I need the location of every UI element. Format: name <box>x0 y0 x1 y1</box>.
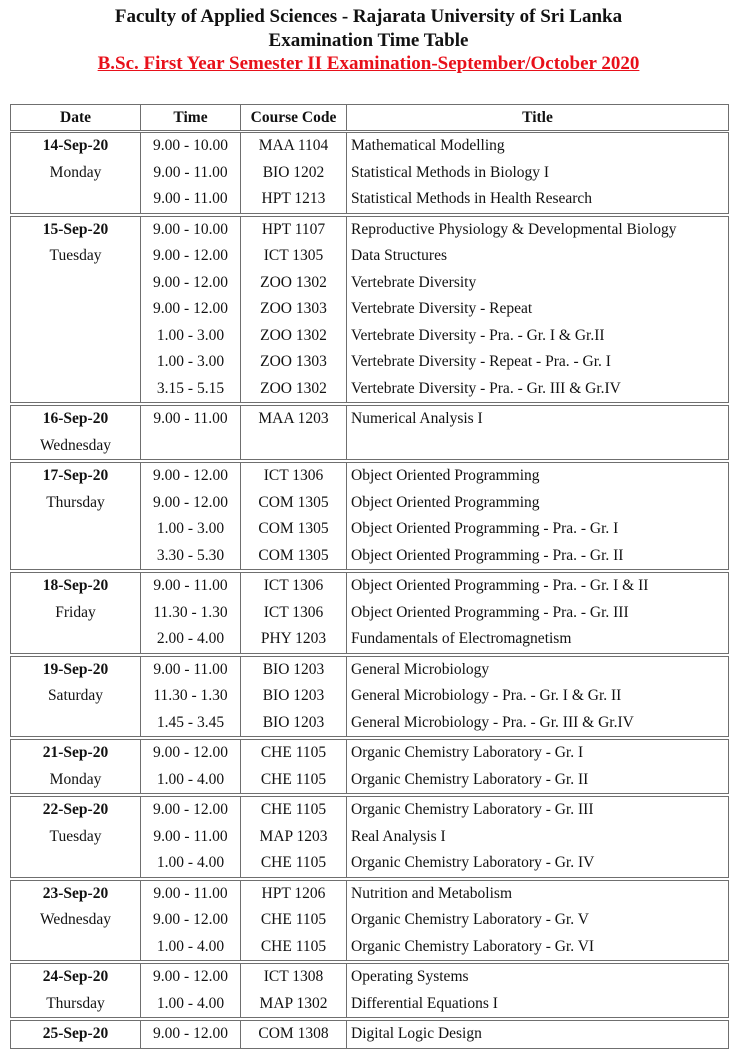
course-code: MAP 1302 <box>241 991 347 1020</box>
table-row <box>11 571 729 600</box>
exam-time: 9.00 - 11.00 <box>141 186 241 215</box>
course-title: Nutrition and Metabolism <box>347 879 729 908</box>
course-title: Vertebrate Diversity - Pra. - Gr. I & Gr.II <box>347 323 729 350</box>
date-cell-empty <box>11 349 141 376</box>
course-code: CHE 1105 <box>241 850 347 879</box>
column-header-time: Time <box>141 105 241 132</box>
course-code: ICT 1308 <box>241 962 347 991</box>
exam-time: 1.00 - 4.00 <box>141 934 241 963</box>
table-row <box>11 296 729 323</box>
exam-date: 14-Sep-20 <box>11 132 141 160</box>
course-title: Differential Equations I <box>347 991 729 1020</box>
table-row <box>11 490 729 517</box>
exam-time: 9.00 - 11.00 <box>141 160 241 187</box>
exam-weekday: Saturday <box>11 683 141 710</box>
course-title: Organic Chemistry Laboratory - Gr. VI <box>347 934 729 963</box>
course-code: CHE 1105 <box>241 795 347 824</box>
course-title <box>347 433 729 462</box>
header-row <box>11 105 729 132</box>
exam-weekday: Monday <box>11 767 141 796</box>
course-title: Digital Logic Design <box>347 1019 729 1048</box>
table-row <box>11 433 729 462</box>
exam-time: 1.00 - 3.00 <box>141 323 241 350</box>
course-title: General Microbiology <box>347 655 729 684</box>
course-title: Organic Chemistry Laboratory - Gr. II <box>347 767 729 796</box>
course-title: Statistical Methods in Biology I <box>347 160 729 187</box>
table-row <box>11 991 729 1020</box>
course-title: Object Oriented Programming - Pra. - Gr. I <box>347 516 729 543</box>
table-row <box>11 376 729 405</box>
course-code: BIO 1203 <box>241 683 347 710</box>
course-code <box>241 433 347 462</box>
course-title: General Microbiology - Pra. - Gr. I & Gr. II <box>347 683 729 710</box>
exam-time: 9.00 - 10.00 <box>141 215 241 244</box>
date-cell-empty <box>11 296 141 323</box>
course-code: HPT 1206 <box>241 879 347 908</box>
date-cell-empty <box>11 710 141 739</box>
exam-time: 9.00 - 12.00 <box>141 738 241 767</box>
exam-time: 9.00 - 11.00 <box>141 571 241 600</box>
course-title: Object Oriented Programming <box>347 461 729 490</box>
course-title: Reproductive Physiology & Developmental Biology <box>347 215 729 244</box>
course-code: CHE 1105 <box>241 767 347 796</box>
exam-time: 1.45 - 3.45 <box>141 710 241 739</box>
exam-date: 17-Sep-20 <box>11 461 141 490</box>
table-row <box>11 907 729 934</box>
date-group <box>11 655 729 739</box>
date-cell-empty <box>11 323 141 350</box>
table-row <box>11 824 729 851</box>
course-title: Vertebrate Diversity - Repeat <box>347 296 729 323</box>
table-row <box>11 795 729 824</box>
course-title: Mathematical Modelling <box>347 132 729 160</box>
exam-date: 19-Sep-20 <box>11 655 141 684</box>
exam-weekday: Thursday <box>11 490 141 517</box>
exam-time: 1.00 - 4.00 <box>141 767 241 796</box>
table-row <box>11 655 729 684</box>
course-code: MAP 1203 <box>241 824 347 851</box>
table-row <box>11 710 729 739</box>
table-row <box>11 600 729 627</box>
course-code: COM 1305 <box>241 543 347 572</box>
table-row <box>11 683 729 710</box>
date-group <box>11 461 729 571</box>
exam-weekday: Wednesday <box>11 433 141 462</box>
examination-subtitle: B.Sc. First Year Semester II Examination-September/October 2020 <box>97 53 640 74</box>
exam-weekday: Thursday <box>11 991 141 1020</box>
timetable-header <box>11 105 729 132</box>
exam-date: 18-Sep-20 <box>11 571 141 600</box>
exam-time: 9.00 - 10.00 <box>141 132 241 160</box>
date-cell-empty <box>11 376 141 405</box>
table-row <box>11 516 729 543</box>
table-row <box>11 461 729 490</box>
column-header-course-code: Course Code <box>241 105 347 132</box>
course-title: Statistical Methods in Health Research <box>347 186 729 215</box>
exam-time: 11.30 - 1.30 <box>141 683 241 710</box>
exam-date: 23-Sep-20 <box>11 879 141 908</box>
date-cell-empty <box>11 186 141 215</box>
date-cell-empty <box>11 934 141 963</box>
course-title: General Microbiology - Pra. - Gr. III & Gr.IV <box>347 710 729 739</box>
course-title: Organic Chemistry Laboratory - Gr. III <box>347 795 729 824</box>
table-row <box>11 404 729 433</box>
exam-date: 25-Sep-20 <box>11 1019 141 1048</box>
course-code: ZOO 1303 <box>241 296 347 323</box>
table-row <box>11 160 729 187</box>
course-code: ICT 1306 <box>241 571 347 600</box>
course-title: Operating Systems <box>347 962 729 991</box>
table-row <box>11 738 729 767</box>
course-code: BIO 1203 <box>241 655 347 684</box>
date-cell-empty <box>11 516 141 543</box>
exam-time: 9.00 - 11.00 <box>141 824 241 851</box>
course-code: ICT 1305 <box>241 243 347 270</box>
date-group <box>11 132 729 215</box>
exam-date: 21-Sep-20 <box>11 738 141 767</box>
date-group <box>11 738 729 795</box>
exam-time: 9.00 - 12.00 <box>141 1019 241 1048</box>
course-title: Vertebrate Diversity - Repeat - Pra. - Gr. I <box>347 349 729 376</box>
faculty-heading: Faculty of Applied Sciences - Rajarata University of Sri Lanka <box>114 6 623 27</box>
exam-time: 1.00 - 3.00 <box>141 349 241 376</box>
course-code: CHE 1105 <box>241 738 347 767</box>
course-title: Organic Chemistry Laboratory - Gr. I <box>347 738 729 767</box>
exam-date: 24-Sep-20 <box>11 962 141 991</box>
date-group <box>11 215 729 405</box>
table-row <box>11 767 729 796</box>
exam-time: 9.00 - 12.00 <box>141 490 241 517</box>
course-code: MAA 1203 <box>241 404 347 433</box>
exam-weekday: Wednesday <box>11 907 141 934</box>
exam-time: 9.00 - 12.00 <box>141 962 241 991</box>
course-code: ZOO 1302 <box>241 376 347 405</box>
date-group <box>11 404 729 461</box>
course-title: Object Oriented Programming - Pra. - Gr. III <box>347 600 729 627</box>
exam-time <box>141 433 241 462</box>
exam-date: 16-Sep-20 <box>11 404 141 433</box>
table-row <box>11 543 729 572</box>
exam-time: 1.00 - 3.00 <box>141 516 241 543</box>
course-title: Vertebrate Diversity - Pra. - Gr. III & Gr.IV <box>347 376 729 405</box>
course-title: Organic Chemistry Laboratory - Gr. IV <box>347 850 729 879</box>
course-code: COM 1305 <box>241 516 347 543</box>
exam-time: 9.00 - 12.00 <box>141 795 241 824</box>
course-code: ZOO 1302 <box>241 323 347 350</box>
column-header-title: Title <box>347 105 729 132</box>
course-code: HPT 1213 <box>241 186 347 215</box>
course-title: Numerical Analysis I <box>347 404 729 433</box>
table-row <box>11 349 729 376</box>
course-title: Object Oriented Programming - Pra. - Gr. I & II <box>347 571 729 600</box>
exam-time: 11.30 - 1.30 <box>141 600 241 627</box>
table-row <box>11 323 729 350</box>
course-title: Real Analysis I <box>347 824 729 851</box>
exam-date: 22-Sep-20 <box>11 795 141 824</box>
date-cell-empty <box>11 543 141 572</box>
exam-weekday: Monday <box>11 160 141 187</box>
course-title: Vertebrate Diversity <box>347 270 729 297</box>
exam-time: 9.00 - 12.00 <box>141 243 241 270</box>
table-row <box>11 132 729 160</box>
course-title: Fundamentals of Electromagnetism <box>347 626 729 655</box>
course-code: ICT 1306 <box>241 600 347 627</box>
exam-date: 15-Sep-20 <box>11 215 141 244</box>
exam-time: 3.15 - 5.15 <box>141 376 241 405</box>
table-row <box>11 243 729 270</box>
exam-time: 9.00 - 11.00 <box>141 879 241 908</box>
course-code: ICT 1306 <box>241 461 347 490</box>
course-code: ZOO 1302 <box>241 270 347 297</box>
exam-weekday: Friday <box>11 600 141 627</box>
course-title: Object Oriented Programming - Pra. - Gr. II <box>347 543 729 572</box>
table-row <box>11 962 729 991</box>
course-code: COM 1305 <box>241 490 347 517</box>
exam-time: 9.00 - 11.00 <box>141 404 241 433</box>
column-header-date: Date <box>11 105 141 132</box>
exam-timetable <box>10 104 729 1049</box>
course-code: COM 1308 <box>241 1019 347 1048</box>
exam-time: 1.00 - 4.00 <box>141 850 241 879</box>
exam-time: 9.00 - 12.00 <box>141 907 241 934</box>
exam-time: 1.00 - 4.00 <box>141 991 241 1020</box>
date-group <box>11 962 729 1019</box>
course-title: Data Structures <box>347 243 729 270</box>
date-cell-empty <box>11 626 141 655</box>
course-code: BIO 1202 <box>241 160 347 187</box>
course-code: ZOO 1303 <box>241 349 347 376</box>
table-row <box>11 850 729 879</box>
date-group <box>11 571 729 655</box>
exam-time: 2.00 - 4.00 <box>141 626 241 655</box>
course-code: CHE 1105 <box>241 907 347 934</box>
exam-weekday: Tuesday <box>11 824 141 851</box>
exam-time: 9.00 - 12.00 <box>141 270 241 297</box>
course-code: PHY 1203 <box>241 626 347 655</box>
table-row <box>11 934 729 963</box>
exam-time: 9.00 - 11.00 <box>141 655 241 684</box>
table-row <box>11 1019 729 1048</box>
table-row <box>11 626 729 655</box>
exam-time: 9.00 - 12.00 <box>141 461 241 490</box>
date-group <box>11 1019 729 1048</box>
table-row <box>11 879 729 908</box>
exam-weekday: Tuesday <box>11 243 141 270</box>
date-group <box>11 795 729 879</box>
timetable-heading: Examination Time Table <box>268 30 469 51</box>
date-group <box>11 879 729 963</box>
course-title: Object Oriented Programming <box>347 490 729 517</box>
course-code: MAA 1104 <box>241 132 347 160</box>
course-title: Organic Chemistry Laboratory - Gr. V <box>347 907 729 934</box>
course-code: HPT 1107 <box>241 215 347 244</box>
table-row <box>11 215 729 244</box>
exam-time: 9.00 - 12.00 <box>141 296 241 323</box>
table-row <box>11 186 729 215</box>
course-code: BIO 1203 <box>241 710 347 739</box>
exam-time: 3.30 - 5.30 <box>141 543 241 572</box>
course-code: CHE 1105 <box>241 934 347 963</box>
date-cell-empty <box>11 270 141 297</box>
date-cell-empty <box>11 850 141 879</box>
table-row <box>11 270 729 297</box>
